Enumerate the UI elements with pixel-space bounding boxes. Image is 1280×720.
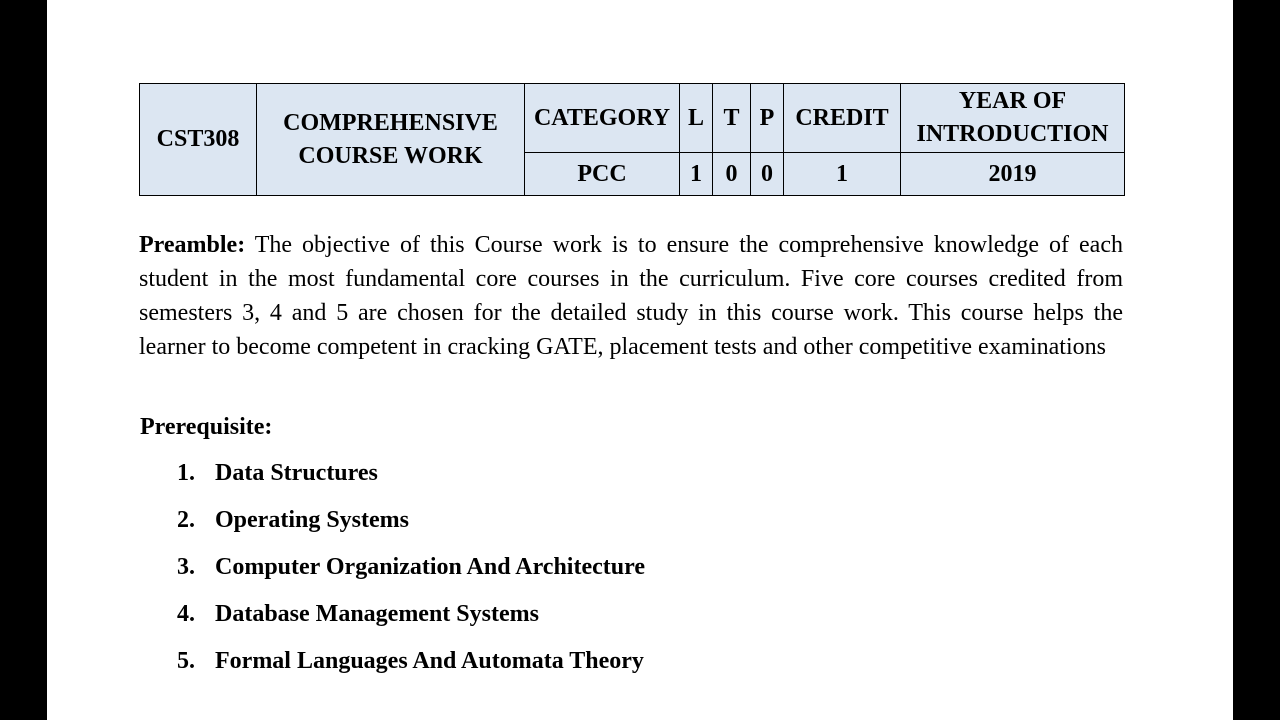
credit-value: 1 xyxy=(784,153,901,196)
course-info-table xyxy=(139,83,1125,196)
course-name-line2: COURSE WORK xyxy=(298,142,483,169)
list-item-number: 1. xyxy=(177,460,195,486)
year-header-line2: INTRODUCTION xyxy=(916,121,1109,147)
year-header xyxy=(901,84,1125,153)
list-item-number: 3. xyxy=(177,554,195,580)
list-item xyxy=(177,456,645,503)
year-value: 2019 xyxy=(901,153,1125,196)
list-item-label: Database Management Systems xyxy=(215,601,539,627)
list-item-number: 5. xyxy=(177,648,195,674)
list-item-number: 4. xyxy=(177,601,195,627)
list-item-number: 2. xyxy=(177,507,195,533)
preamble-label: Preamble: xyxy=(139,232,246,258)
p-header: P xyxy=(751,84,784,153)
prerequisite-heading: Prerequisite: xyxy=(140,414,273,440)
list-item-label: Data Structures xyxy=(215,460,378,486)
list-item xyxy=(177,597,645,644)
list-item xyxy=(177,644,645,691)
list-item xyxy=(177,550,645,597)
document-page xyxy=(47,0,1233,720)
preamble-paragraph xyxy=(139,228,1123,364)
credit-header: CREDIT xyxy=(784,84,901,153)
list-item-label: Formal Languages And Automata Theory xyxy=(215,648,644,674)
list-item-label: Operating Systems xyxy=(215,507,409,533)
t-value: 0 xyxy=(713,153,751,196)
category-value: PCC xyxy=(525,153,680,196)
t-header: T xyxy=(713,84,751,153)
course-name xyxy=(257,84,525,196)
preamble-text: The objective of this Course work is to ensure the comprehensive knowledge of each student in the most fundamental core courses in the curriculum. Five core courses credited from semesters 3, 4 and 5 are chosen for the detailed study in this course work. This course helps the learner to become competent in cracking GATE, placement tests and other competitive examinations xyxy=(139,232,1123,360)
prerequisite-list xyxy=(177,456,645,691)
course-name-line1: COMPREHENSIVE xyxy=(283,109,498,136)
course-code: CST308 xyxy=(140,84,257,196)
l-header: L xyxy=(680,84,713,153)
list-item-label: Computer Organization And Architecture xyxy=(215,554,645,580)
l-value: 1 xyxy=(680,153,713,196)
year-header-line1: YEAR OF xyxy=(958,88,1067,114)
list-item xyxy=(177,503,645,550)
p-value: 0 xyxy=(751,153,784,196)
category-header: CATEGORY xyxy=(525,84,680,153)
